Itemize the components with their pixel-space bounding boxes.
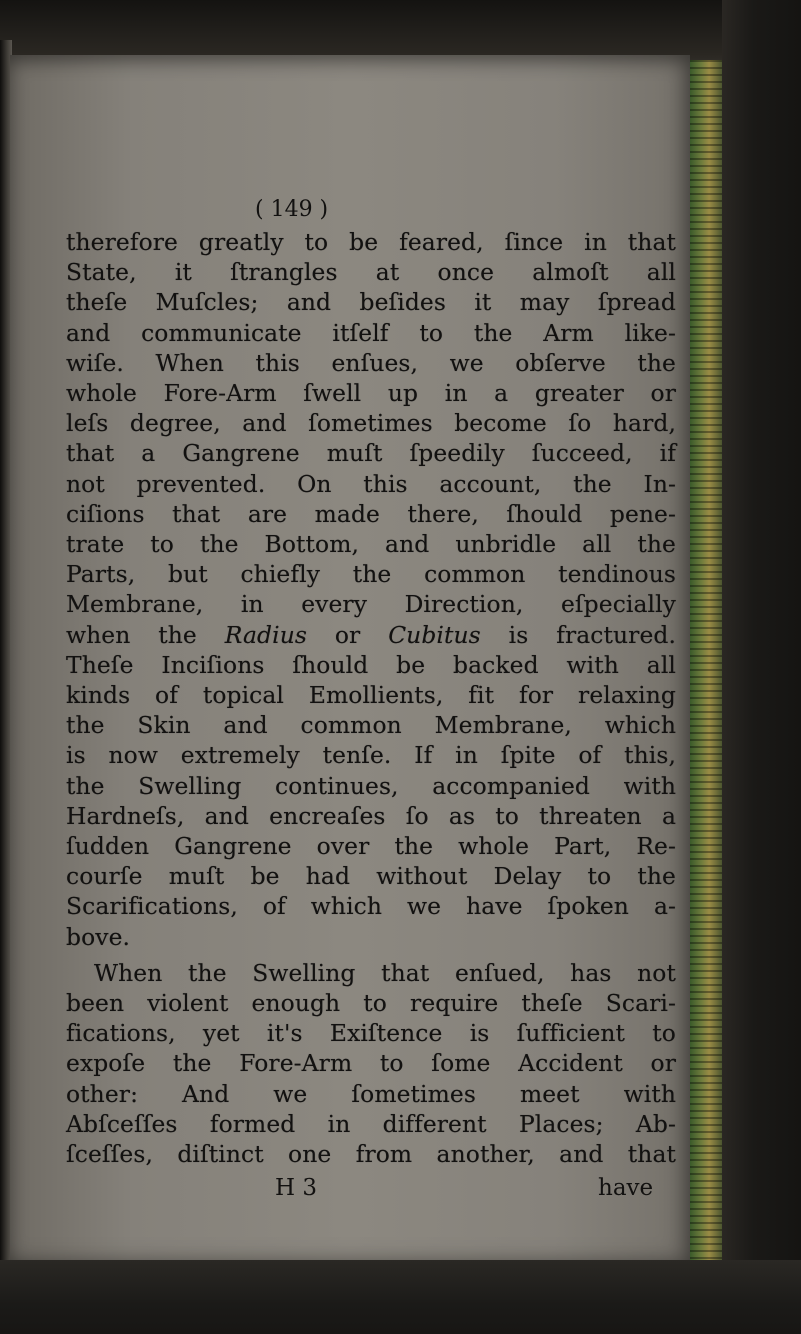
text-run: When the Swelling that enſued, has not bbox=[94, 958, 676, 987]
page-edges-strip bbox=[690, 60, 722, 1260]
text-run: Hardneſs, and encreaſes ſo as to threaten a bbox=[66, 801, 676, 830]
text-line bbox=[66, 861, 676, 891]
text-line bbox=[66, 1048, 676, 1078]
italic-term: Radius bbox=[224, 620, 307, 649]
right-background bbox=[722, 0, 801, 1334]
text-run: when the bbox=[66, 620, 225, 649]
signature-mark: H 3 bbox=[275, 1175, 318, 1201]
text-line bbox=[66, 529, 676, 559]
text-line bbox=[66, 287, 676, 317]
text-line bbox=[66, 831, 676, 861]
text-run: trate to the Bottom, and unbridle all the bbox=[66, 530, 676, 559]
text-run: is now extremely tenſe. If in ſpite of this, bbox=[66, 741, 676, 770]
text-line bbox=[66, 771, 676, 801]
text-line bbox=[66, 1109, 676, 1139]
text-run: not prevented. On this account, the In- bbox=[66, 469, 676, 498]
text-run: or bbox=[306, 620, 389, 649]
text-run: ſceſſes, diſtinct one from another, and that bbox=[66, 1140, 676, 1169]
text-run: Membrane, in every Direction, eſpecially bbox=[66, 590, 676, 619]
text-line bbox=[66, 1018, 676, 1048]
text-run: leſs degree, and ſometimes become ſo hard, bbox=[66, 409, 676, 438]
text-run: State, it ſtrangles at once almoſt all bbox=[66, 258, 676, 287]
text-line bbox=[66, 891, 676, 921]
text-run: ſudden Gangrene over the whole Part, Re- bbox=[66, 832, 676, 861]
text-run: is fractured. bbox=[480, 620, 676, 649]
text-run: Parts, but chiefly the common tendinous bbox=[66, 560, 676, 589]
text-line bbox=[66, 257, 676, 287]
text-line bbox=[66, 378, 676, 408]
text-run: ciſions that are made there, ſhould pene- bbox=[66, 499, 676, 528]
text-run: that a Gangrene muſt ſpeedily ſucceed, if bbox=[66, 439, 676, 468]
text-run: therefore greatly to be feared, ſince in that bbox=[66, 228, 676, 256]
text-run: other: And we ſometimes meet with bbox=[66, 1079, 676, 1108]
text-run: expoſe the Fore-Arm to ſome Accident or bbox=[66, 1049, 676, 1078]
italic-term: Cubitus bbox=[388, 620, 481, 649]
text-run: Scarifications, of which we have ſpoken a- bbox=[66, 892, 676, 921]
text-run: been violent enough to require theſe Scari- bbox=[66, 989, 676, 1018]
text-line bbox=[66, 1139, 676, 1169]
text-line bbox=[66, 740, 676, 770]
text-line bbox=[66, 408, 676, 438]
text-run: whole Fore-Arm ſwell up in a greater or bbox=[66, 379, 676, 408]
text-line bbox=[66, 499, 676, 529]
text-line bbox=[66, 438, 676, 468]
text-run: the Swelling continues, accompanied with bbox=[66, 771, 676, 800]
text-line bbox=[66, 227, 676, 257]
text-line bbox=[66, 801, 676, 831]
text-line bbox=[66, 559, 676, 589]
text-line bbox=[66, 318, 676, 348]
page bbox=[10, 55, 690, 1260]
text-run: the Skin and common Membrane, which bbox=[66, 711, 676, 740]
text-line bbox=[66, 1079, 676, 1109]
text-line bbox=[66, 469, 676, 499]
text-line bbox=[66, 988, 676, 1018]
catchword: have bbox=[598, 1175, 654, 1201]
body-text bbox=[66, 195, 676, 1169]
text-line bbox=[66, 650, 676, 680]
text-line bbox=[66, 680, 676, 710]
text-run: fications, yet it's Exiſtence is ſufficient to bbox=[66, 1019, 676, 1048]
text-run: Abſceſſes formed in different Places; Ab- bbox=[66, 1109, 676, 1138]
text-line bbox=[66, 348, 676, 378]
bottom-background bbox=[0, 1260, 801, 1334]
text-line bbox=[66, 958, 676, 988]
text-run: courſe muſt be had without Delay to the bbox=[66, 862, 676, 891]
text-run: and communicate itſelf to the Arm like- bbox=[66, 318, 676, 347]
text-line bbox=[66, 922, 676, 952]
text-run: theſe Muſcles; and beſides it may ſpread bbox=[66, 288, 676, 317]
text-line bbox=[66, 710, 676, 740]
text-line bbox=[66, 589, 676, 619]
text-run: bove. bbox=[66, 922, 131, 951]
text-run: wiſe. When this enſues, we obſerve the bbox=[66, 348, 676, 377]
text-run: Theſe Inciſions ſhould be backed with all bbox=[66, 650, 676, 679]
text-line bbox=[66, 620, 676, 650]
text-run: kinds of topical Emollients, fit for relaxing bbox=[66, 681, 676, 710]
page-number: ( 149 ) bbox=[255, 197, 329, 222]
